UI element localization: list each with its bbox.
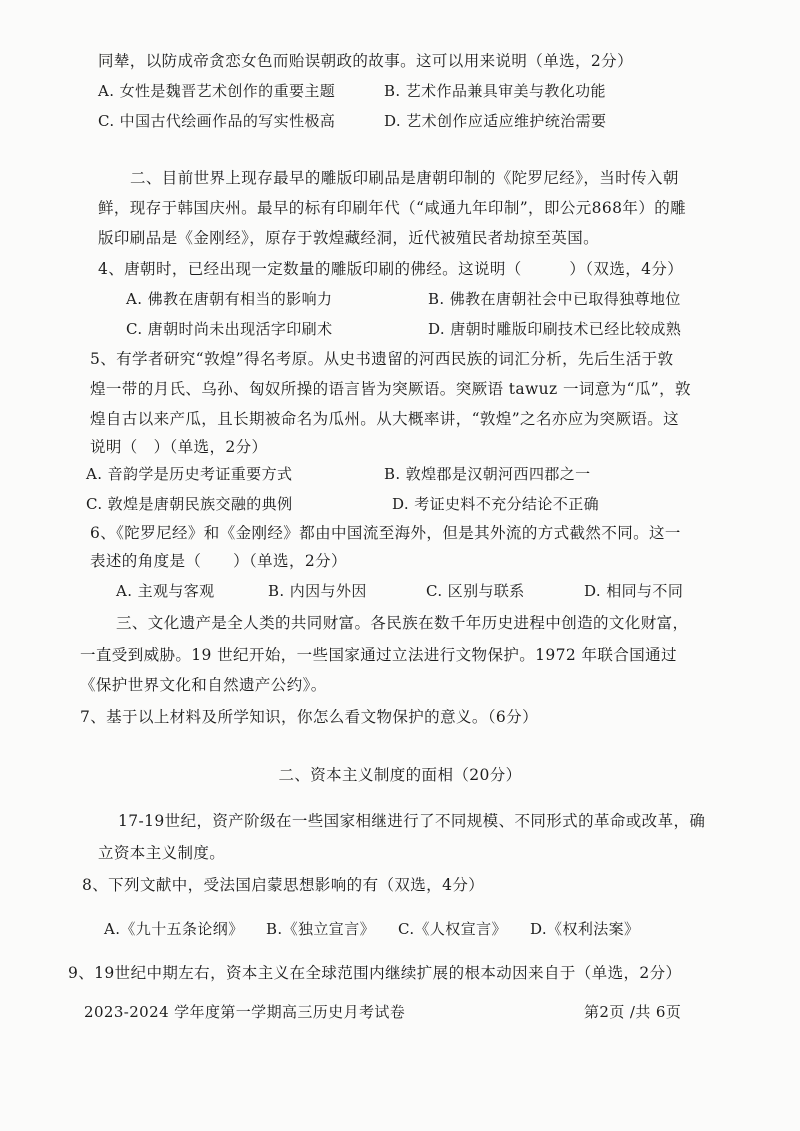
q3-stem-tail: 同辇，以防成帝贪恋女色而贻误朝政的故事。这可以用来说明（单选，2分） [98, 52, 633, 70]
q3-option-c: C. 中国古代绘画作品的写实性极高 [98, 112, 336, 130]
material2-line-2: 鲜，现存于韩国庆州。最早的标有印刷年代（“咸通九年印制”，即公元868年）的雕 [98, 199, 687, 217]
q8-option-c: C.《人权宣言》 [398, 920, 507, 938]
q9-stem: 9、19世纪中期左右，资本主义在全球范围内继续扩展的根本动因来自于（单选，2分） [68, 964, 682, 982]
q8-option-a: A.《九十五条论纲》 [104, 920, 244, 938]
footer-page-number: 第2页 /共 6页 [584, 1003, 682, 1021]
q5-option-b: B. 敦煌郡是汉朝河西四郡之一 [384, 465, 591, 483]
q4-option-a: A. 佛教在唐朝有相当的影响力 [126, 290, 333, 308]
q8-stem: 8、下列文献中，受法国启蒙思想影响的有（双选，4分） [82, 876, 485, 894]
q4-stem: 4、唐朝时，已经出现一定数量的雕版印刷的佛经。这说明（ ）（双选，4分） [98, 260, 684, 278]
q5-option-d: D. 考证史料不充分结论不正确 [392, 495, 600, 513]
q5-stem-line-2: 煌一带的月氏、乌孙、匈奴所操的语言皆为突厥语。突厥语 tawuz 一词意为“瓜”，敦 [90, 380, 691, 398]
material3-line-2: 一直受到威胁。19 世纪开始，一些国家通过立法进行文物保护。1972 年联合国通过 [80, 646, 677, 664]
q3-option-d: D. 艺术创作应适应维护统治需要 [384, 112, 607, 130]
q6-stem-line-2: 表述的角度是（ ）（单选，2分） [90, 552, 347, 570]
section2-intro-line-1: 17-19世纪，资产阶级在一些国家相继进行了不同规模、不同形式的革命或改革，确 [118, 812, 706, 830]
q5-stem-line-4: 说明（ ）（单选，2分） [90, 438, 268, 456]
q5-option-a: A. 音韵学是历史考证重要方式 [86, 465, 293, 483]
q3-option-b: B. 艺术作品兼具审美与教化功能 [384, 82, 606, 100]
material2-line-1: 二、目前世界上现存最早的雕版印刷品是唐朝印制的《陀罗尼经》，当时传入朝 [130, 169, 679, 187]
q6-option-c: C. 区别与联系 [426, 582, 525, 600]
material3-line-1: 三、文化遗产是全人类的共同财富。各民族在数千年历史进程中创造的文化财富， [116, 614, 689, 632]
section2-title: 二、资本主义制度的面相（20分） [278, 766, 522, 784]
q4-option-c: C. 唐朝时尚未出现活字印刷术 [126, 320, 333, 338]
q8-option-b: B.《独立宣言》 [266, 920, 375, 938]
q6-option-a: A. 主观与客观 [116, 582, 215, 600]
q4-option-d: D. 唐朝时雕版印刷技术已经比较成熟 [428, 320, 682, 338]
q6-stem-line-1: 6、《陀罗尼经》和《金刚经》都由中国流至海外，但是其外流的方式截然不同。这一 [90, 524, 681, 542]
q3-option-a: A. 女性是魏晋艺术创作的重要主题 [98, 82, 336, 100]
q5-stem-line-1: 5、有学者研究“敦煌”得名考原。从史书遗留的河西民族的词汇分析，先后生活于敦 [90, 350, 674, 368]
material3-line-3: 《保护世界文化和自然遗产公约》。 [80, 676, 327, 694]
q5-option-c: C. 敦煌是唐朝民族交融的典例 [86, 495, 293, 513]
q4-option-b: B. 佛教在唐朝社会中已取得独尊地位 [428, 290, 681, 308]
section2-intro-line-2: 立资本主义制度。 [98, 844, 226, 862]
material2-line-3: 版印刷品是《金刚经》，原存于敦煌藏经洞，近代被殖民者劫掠至英国。 [98, 229, 600, 247]
q5-stem-line-3: 煌自古以来产瓜，且长期被命名为瓜州。从大概率讲，“敦煌”之名亦应为突厥语。这 [90, 410, 680, 428]
footer-exam-title: 2023-2024 学年度第一学期高三历史月考试卷 [84, 1003, 406, 1021]
q7-stem: 7、基于以上材料及所学知识，你怎么看文物保护的意义。（6分） [80, 708, 538, 726]
q8-option-d: D.《权利法案》 [530, 920, 640, 938]
q6-option-d: D. 相同与不同 [584, 582, 684, 600]
q6-option-b: B. 内因与外因 [268, 582, 367, 600]
